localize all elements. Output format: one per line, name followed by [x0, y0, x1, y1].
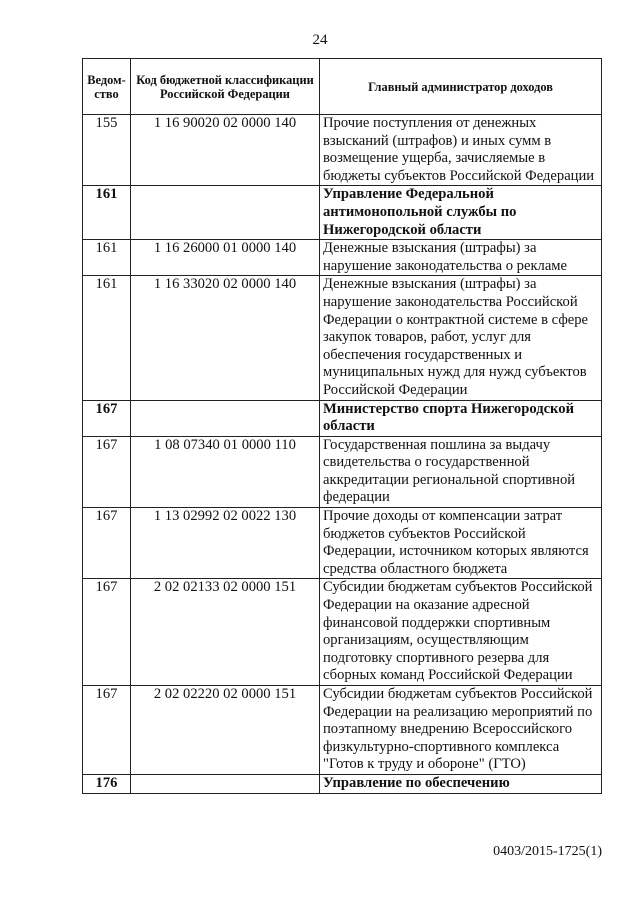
department-cell: 161	[83, 186, 131, 240]
table-row	[83, 579, 602, 686]
organization-row	[83, 186, 602, 240]
header-budget-code: Код бюджетной классификации Российской Федерации	[131, 59, 320, 115]
budget-code-cell: 1 08 07340 01 0000 110	[131, 436, 320, 507]
department-cell: 167	[83, 686, 131, 775]
header-administrator: Главный администратор доходов	[320, 59, 602, 115]
table-row	[83, 115, 602, 186]
department-cell: 167	[83, 400, 131, 436]
table-row	[83, 276, 602, 400]
organization-row	[83, 774, 602, 793]
budget-code-cell	[131, 774, 320, 793]
administrator-name-cell: Прочие поступления от денежных взысканий (штрафов) и иных сумм в возмещение ущерба, зачисляемые в бюджеты субъектов Российской Федерации	[320, 115, 602, 186]
budget-code-cell: 1 13 02992 02 0022 130	[131, 508, 320, 579]
budget-code-cell	[131, 186, 320, 240]
administrator-name-cell: Денежные взыскания (штрафы) за нарушение законодательства о рекламе	[320, 240, 602, 276]
budget-code-cell: 1 16 90020 02 0000 140	[131, 115, 320, 186]
budget-code-cell	[131, 400, 320, 436]
budget-code-cell: 1 16 26000 01 0000 140	[131, 240, 320, 276]
budget-code-cell: 2 02 02220 02 0000 151	[131, 686, 320, 775]
administrator-name-cell: Государственная пошлина за выдачу свидетельства о государственной аккредитации региональной спортивной федерации	[320, 436, 602, 507]
table-body	[83, 115, 602, 794]
administrator-name-cell: Прочие доходы от компенсации затрат бюджетов субъектов Российской Федерации, источником которых являются средства областного бюджета	[320, 508, 602, 579]
administrator-name-cell: Управление Федеральной антимонопольной службы по Нижегородской области	[320, 186, 602, 240]
administrator-name-cell: Субсидии бюджетам субъектов Российской Федерации на реализацию мероприятий по поэтапному внедрению Всероссийского физкультурно-спортивного комплекса "Готов к труду и обороне" (ГТО)	[320, 686, 602, 775]
department-cell: 176	[83, 774, 131, 793]
administrator-name-cell: Субсидии бюджетам субъектов Российской Федерации на оказание адресной финансовой поддержки спортивным организациям, осуществляющим подготовку спортивного резерва для сборных команд Российской Федерации	[320, 579, 602, 686]
budget-code-cell: 2 02 02133 02 0000 151	[131, 579, 320, 686]
organization-row	[83, 400, 602, 436]
table-row	[83, 508, 602, 579]
administrator-name-cell: Министерство спорта Нижегородской области	[320, 400, 602, 436]
administrator-name-cell: Управление по обеспечению	[320, 774, 602, 793]
table-row	[83, 240, 602, 276]
administrator-name-cell: Денежные взыскания (штрафы) за нарушение законодательства Российской Федерации о контрактной системе в сфере закупок товаров, работ, услуг для обеспечения государственных и муниципальных нужд для нужд субъектов Российской Федерации	[320, 276, 602, 400]
department-cell: 167	[83, 508, 131, 579]
header-department: Ведом-ство	[83, 59, 131, 115]
revenue-administrators-table	[82, 58, 602, 794]
table-header-row	[83, 59, 602, 115]
table-row	[83, 436, 602, 507]
table-row	[83, 686, 602, 775]
department-cell: 167	[83, 436, 131, 507]
department-cell: 155	[83, 115, 131, 186]
page-number: 24	[312, 32, 328, 48]
budget-code-cell: 1 16 33020 02 0000 140	[131, 276, 320, 400]
department-cell: 161	[83, 276, 131, 400]
department-cell: 161	[83, 240, 131, 276]
document-code: 0403/2015-1725(1)	[493, 844, 602, 859]
department-cell: 167	[83, 579, 131, 686]
